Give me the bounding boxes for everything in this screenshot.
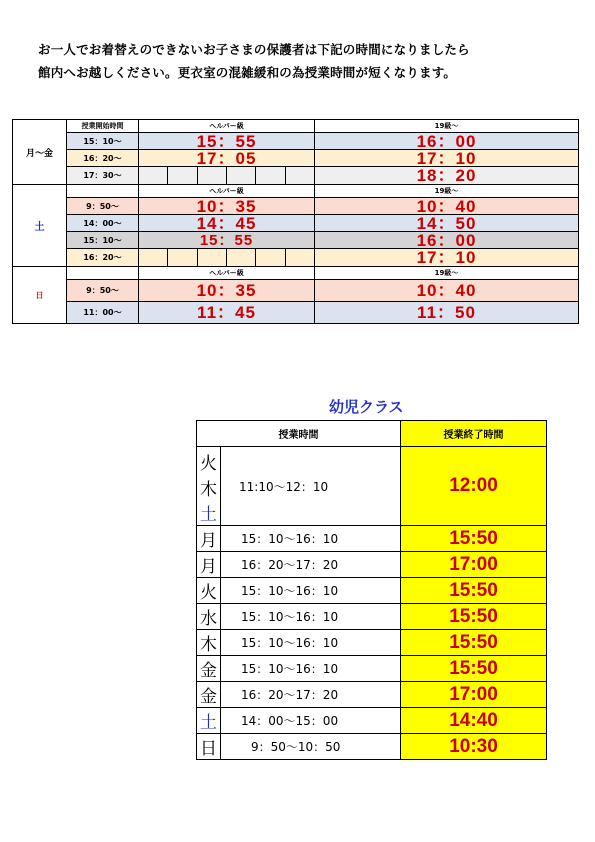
header-level19: 19級～ <box>315 120 579 133</box>
kids-day: 月 <box>197 526 221 552</box>
start-time: 17：30～ <box>67 167 139 185</box>
start-time: 11：00～ <box>67 302 139 324</box>
kids-day: 火 <box>197 578 221 604</box>
kids-time: 11:10～12：10 <box>221 447 401 526</box>
level19-end-time: 10：40 <box>315 198 579 215</box>
kids-time: 16：20～17：20 <box>221 682 401 708</box>
kids-day: 月 <box>197 552 221 578</box>
kids-row <box>197 526 547 552</box>
kids-day: 日 <box>197 734 221 760</box>
kids-row <box>197 604 547 630</box>
header-helper: ヘルパー級 <box>139 120 315 133</box>
kids-end-time: 17:00 <box>401 552 547 578</box>
level19-end-time: 16：00 <box>315 133 579 150</box>
kids-row <box>197 578 547 604</box>
kids-day: 土 <box>197 500 221 526</box>
start-time: 16：20～ <box>67 150 139 167</box>
kids-class-title: 幼児クラス <box>329 398 404 416</box>
header-helper: ヘルパー級 <box>139 185 315 198</box>
start-time: 15：10～ <box>67 133 139 150</box>
kids-day: 木 <box>197 630 221 656</box>
kids-day: 水 <box>197 604 221 630</box>
kids-end-time: 12:00 <box>401 447 547 526</box>
schedule-row <box>13 232 579 249</box>
kids-header-end: 授業終了時間 <box>401 421 547 447</box>
kids-time: 15：10～16：10 <box>221 630 401 656</box>
kids-time: 16：20～17：20 <box>221 552 401 578</box>
kids-time: 14：00～15：00 <box>221 708 401 734</box>
notice <box>38 38 470 84</box>
notice-line-1: お一人でお着替えのできないお子さまの保護者は下記の時間になりましたら <box>38 42 470 57</box>
kids-row <box>197 552 547 578</box>
schedule-table <box>12 119 579 324</box>
helper-end-time: 15：55 <box>139 133 315 150</box>
kids-row <box>197 682 547 708</box>
kids-time: 9：50～10：50 <box>221 734 401 760</box>
kids-day: 金 <box>197 656 221 682</box>
kids-day: 火 <box>197 447 221 476</box>
schedule-row <box>13 198 579 215</box>
start-time: 15：10～ <box>67 232 139 249</box>
kids-day: 木 <box>197 475 221 500</box>
kids-row <box>197 656 547 682</box>
schedule-row <box>13 302 579 324</box>
kids-end-time: 15:50 <box>401 526 547 552</box>
kids-time: 15：10～16：10 <box>221 656 401 682</box>
kids-row <box>197 447 547 476</box>
schedule-row <box>13 249 579 267</box>
helper-end-time: 14：45 <box>139 215 315 232</box>
helper-end-time: 11：45 <box>139 302 315 324</box>
level19-end-time: 17：10 <box>315 249 579 267</box>
day-label: 土 <box>13 185 67 267</box>
helper-end-time: 10：35 <box>139 198 315 215</box>
start-time: 9：50～ <box>67 198 139 215</box>
schedule-row <box>13 167 579 185</box>
kids-end-time: 15:50 <box>401 656 547 682</box>
header-start: 授業開始時間 <box>67 120 139 133</box>
kids-end-time: 17:00 <box>401 682 547 708</box>
helper-end-time: 10：35 <box>139 280 315 302</box>
kids-time: 15：10～16：10 <box>221 526 401 552</box>
schedule-row <box>13 280 579 302</box>
kids-time: 15：10～16：10 <box>221 604 401 630</box>
notice-line-2: 館内へお越しください。更衣室の混雑緩和の為授業時間が短くなります。 <box>38 65 457 80</box>
header-helper: ヘルパー級 <box>139 267 315 280</box>
level19-end-time: 10：40 <box>315 280 579 302</box>
kids-end-time: 15:50 <box>401 578 547 604</box>
kids-class-table <box>196 420 547 760</box>
kids-end-time: 10:30 <box>401 734 547 760</box>
header-start <box>67 267 139 280</box>
kids-header-time: 授業時間 <box>197 421 401 447</box>
header-level19: 19級～ <box>315 267 579 280</box>
level19-end-time: 17：10 <box>315 150 579 167</box>
schedule-row <box>13 215 579 232</box>
kids-row <box>197 630 547 656</box>
start-time: 16：20～ <box>67 249 139 267</box>
day-label: 月～金 <box>13 120 67 185</box>
level19-end-time: 14：50 <box>315 215 579 232</box>
header-start <box>67 185 139 198</box>
start-time: 14：00～ <box>67 215 139 232</box>
level19-end-time: 18：20 <box>315 167 579 185</box>
helper-end-time: 15：55 <box>139 232 315 249</box>
header-level19: 19級～ <box>315 185 579 198</box>
kids-end-time: 14:40 <box>401 708 547 734</box>
kids-day: 金 <box>197 682 221 708</box>
kids-end-time: 15:50 <box>401 630 547 656</box>
helper-end-time <box>139 167 315 185</box>
schedule-row <box>13 150 579 167</box>
kids-day: 土 <box>197 708 221 734</box>
helper-end-time <box>139 249 315 267</box>
kids-row <box>197 708 547 734</box>
schedule-row <box>13 133 579 150</box>
helper-end-time: 17：05 <box>139 150 315 167</box>
start-time: 9：50～ <box>67 280 139 302</box>
kids-time: 15：10～16：10 <box>221 578 401 604</box>
kids-end-time: 15:50 <box>401 604 547 630</box>
day-label: 日 <box>13 267 67 324</box>
level19-end-time: 16：00 <box>315 232 579 249</box>
level19-end-time: 11：50 <box>315 302 579 324</box>
kids-row <box>197 734 547 760</box>
